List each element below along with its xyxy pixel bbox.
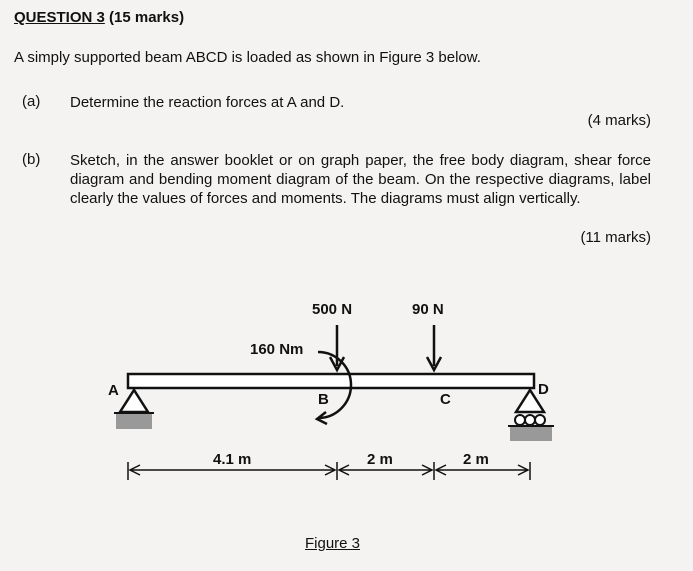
pin-support-a bbox=[114, 390, 154, 429]
part-b-text: Sketch, in the answer booklet or on graph paper, the free body diagram, shear force diagram and bending moment diagram of the beam. On the respective diagrams, label clearly the values of forces and moments. The diagrams must align vertically. bbox=[70, 152, 651, 207]
load-label-500n: 500 N bbox=[312, 301, 353, 318]
point-label-a: A bbox=[108, 382, 119, 399]
load-label-90n: 90 N bbox=[412, 301, 444, 318]
part-a-marks: (4 marks) bbox=[587, 112, 651, 129]
point-label-b: B bbox=[318, 391, 329, 408]
part-b-label: (b) bbox=[22, 151, 41, 168]
question-intro: A simply supported beam ABCD is loaded as shown in Figure 3 below. bbox=[14, 49, 481, 66]
figure-caption: Figure 3 bbox=[305, 535, 361, 552]
part-b-marks: (11 marks) bbox=[580, 229, 651, 246]
question-marks: (15 marks) bbox=[109, 9, 185, 26]
point-label-d: D bbox=[538, 381, 549, 398]
part-a-text: Determine the reaction forces at A and D. bbox=[70, 94, 345, 111]
dimension-label-cd: 2 m bbox=[463, 451, 489, 468]
question-title: QUESTION 3 bbox=[14, 9, 105, 26]
dimension-label-bc: 2 m bbox=[367, 451, 393, 468]
beam bbox=[128, 374, 534, 388]
dimension-label-ab: 4.1 m bbox=[213, 451, 252, 468]
point-label-c: C bbox=[440, 391, 451, 408]
part-a-label: (a) bbox=[22, 93, 41, 110]
load-arrow-90n bbox=[427, 325, 441, 370]
moment-label-160nm: 160 Nm bbox=[250, 341, 304, 358]
